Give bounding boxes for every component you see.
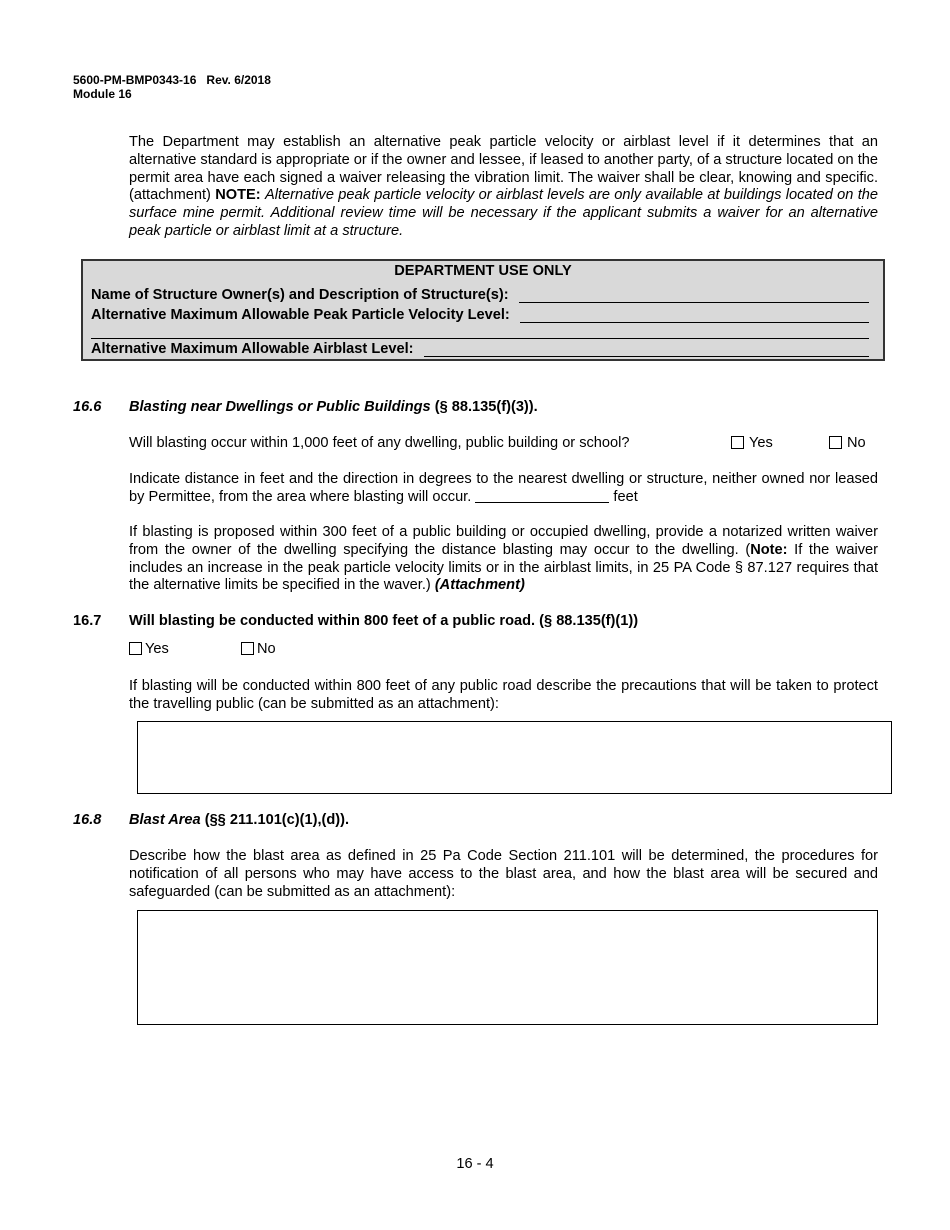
waiver-note-text: If the waiver includes an increase in the peak particle velocity limits or in the airblast limits, in 25 PA Code § 87.127 requires that the alternative limits be specified in the waver.) [129,541,879,594]
section-16-6-number: 16.6 [73,399,102,415]
department-use-title: DEPARTMENT USE ONLY [394,263,572,279]
section-16-7-title: Will blasting be conducted within 800 feet of a public road. (§ 88.135(f)(1)) [129,613,639,629]
dwelling-yes-checkbox[interactable] [731,436,744,449]
velocity-label: Alternative Maximum Allowable Peak Particle Velocity Level: [91,307,510,323]
module-label: Module 16 [73,87,132,101]
airblast-row [91,341,869,357]
form-id: 5600-PM-BMP0343-16 [73,73,197,87]
section-16-8-number: 16.8 [73,812,102,828]
owner-row [91,287,869,303]
road-no-option[interactable] [241,641,276,657]
road-no-checkbox[interactable] [241,642,254,655]
form-header [73,73,271,101]
dwelling-no-label: No [847,435,866,451]
waiver-paragraph [129,524,878,595]
distance-paragraph [129,471,878,507]
distance-text: Indicate distance in feet and the direction in degrees to the nearest dwelling or structure, neither owned nor leased by Permittee, from the area where blasting will occur. [129,471,878,505]
waiver-text: If blasting is proposed within 300 feet of a public building or occupied dwelling, provide a notarized written waiver from the owner of the dwelling specifying the distance blasting may occur to the dwelling. ( [129,524,878,558]
intro-text: The Department may establish an alternative peak particle velocity or airblast level if it determines that an alternative standard is appropriate or if the owner and lessee, if leased to another party, of a structure located on the permit area have each signed a waiver releasing the vibration limit. The waiver shall be clear, knowing and specific. (attachment) [129,134,878,204]
page-number: 16 - 4 [456,1156,494,1172]
dwelling-question: Will blasting occur within 1,000 feet of any dwelling, public building or school? [129,435,630,451]
waiver-attachment: (Attachment) [434,577,525,594]
waiver-note-label: Note: [750,541,788,558]
blast-area-prompt: Describe how the blast area as defined in 25 Pa Code Section 211.101 will be determined, the procedures for notification of all persons who may have access to the blast area, and how the blast area will be secured and safeguarded (can be submitted as an attachment): [129,848,878,900]
intro-note-label: NOTE: [215,187,261,204]
dwelling-no-checkbox[interactable] [829,436,842,449]
section-16-8-title [129,812,349,828]
road-yes-label: Yes [145,641,169,657]
intro-paragraph [129,134,878,241]
section-16-6-title-text: Blasting near Dwellings or Public Buildings [129,399,431,415]
road-yes-checkbox[interactable] [129,642,142,655]
divider [91,338,869,339]
road-prompt: If blasting will be conducted within 800 feet of any public road describe the precautions that will be taken to protect the travelling public (can be submitted as an attachment): [129,678,878,712]
dwelling-yes-option[interactable] [731,435,773,451]
section-16-8-title-text: Blast Area [129,812,201,828]
dwelling-yes-label: Yes [749,435,773,451]
section-16-7-number: 16.7 [73,613,102,629]
velocity-row [91,307,869,323]
dwelling-no-option[interactable] [829,435,866,451]
section-16-8-cite: (§§ 211.101(c)(1),(d)). [200,812,350,828]
owner-field[interactable] [519,288,869,303]
department-use-box [81,259,885,361]
road-no-label: No [257,641,276,657]
road-precautions-textarea[interactable] [137,721,892,794]
distance-field[interactable] [475,489,609,503]
section-16-6-cite: (§ 88.135(f)(3)). [430,399,538,415]
velocity-field[interactable] [520,308,869,323]
airblast-field[interactable] [424,342,869,357]
section-16-6-title [129,399,538,415]
owner-label: Name of Structure Owner(s) and Description of Structure(s): [91,287,509,303]
airblast-label: Alternative Maximum Allowable Airblast Level: [91,341,414,357]
road-yes-option[interactable] [129,641,169,657]
form-revision: Rev. 6/2018 [206,73,271,87]
intro-note-text: Alternative peak particle velocity or airblast levels are only available at buildings located on the surface mine permit. Additional review time will be necessary if the applicant submits a waiver for an alternative peak particle or airblast limit at a structure. [129,187,878,239]
distance-unit: feet [613,488,638,505]
blast-area-textarea[interactable] [137,910,878,1025]
